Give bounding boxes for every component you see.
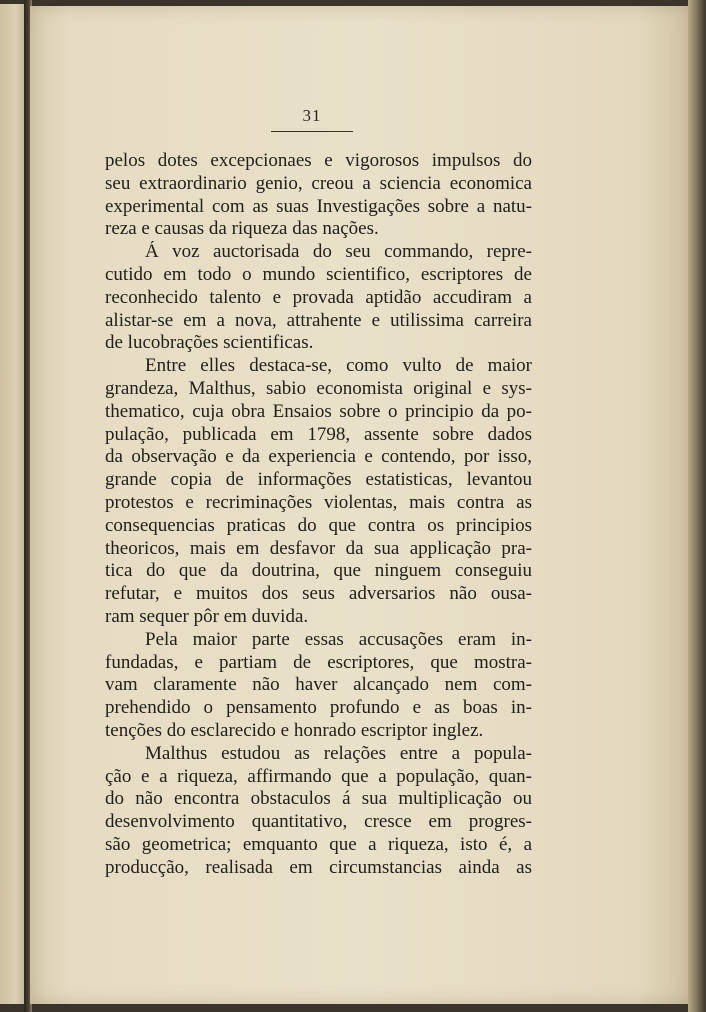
text-line: pulação, publicada em 1798, assente sobre dados: [105, 423, 532, 445]
text-line: tica do que da doutrina, que ninguem conseguiu: [105, 560, 532, 582]
text-line: consequencias praticas do que contra os principios: [105, 514, 532, 536]
text-line: reza e causas da riqueza das nações.: [105, 218, 379, 240]
text-line: Pela maior parte essas accusações eram in-: [145, 628, 532, 650]
text-line: pelos dotes excepcionaes e vigorosos impulsos do: [105, 150, 532, 171]
text-line: vam claramente não haver alcançado nem com-: [105, 674, 532, 696]
text-line: grande copia de informações estatisticas, levantou: [105, 469, 532, 491]
text-line: tenções do esclarecido e honrado escriptor inglez.: [105, 719, 484, 741]
right-page-edge: [688, 0, 706, 1012]
text-line: Entre elles destaca-se, como vulto de maior: [145, 355, 532, 377]
text-line: fundadas, e partiam de escriptores, que mostra-: [105, 651, 532, 673]
page-body-text: [105, 150, 532, 880]
text-line: desenvolvimento quantitativo, cresce em progres-: [105, 811, 532, 833]
text-line: thematico, cuja obra Ensaios sobre o principio da po-: [105, 400, 532, 422]
text-line: de lucobrações scientificas.: [105, 332, 314, 354]
text-line: grandeza, Malthus, sabio economista original e sys-: [105, 377, 532, 399]
text-line: da observação e da experiencia e contendo, por isso,: [105, 446, 532, 468]
page-number-rule: [271, 131, 353, 132]
text-line: reconhecido talento e provada aptidão accudiram a: [105, 286, 532, 308]
page-number: 31: [302, 106, 322, 125]
text-line: refutar, e muitos dos seus adversarios não ousa-: [105, 583, 532, 605]
text-line: cutido em todo o mundo scientifico, escriptores de: [105, 263, 532, 285]
text-line: ção e a riqueza, affirmando que a população, quan-: [105, 765, 532, 787]
text-line: são geometrica; emquanto que a riqueza, isto é, a: [105, 833, 532, 855]
text-line: theoricos, mais em desfavor da sua applicação pra-: [105, 537, 532, 559]
text-line: Á voz auctorisada do seu commando, repre-: [145, 241, 532, 263]
text-line: protestos e recriminações violentas, mais contra as: [105, 491, 532, 513]
text-line: seu extraordinario genio, creou a sciencia economica: [105, 172, 532, 194]
text-line: alistar-se em a nova, attrahente e utilissima carreira: [105, 309, 532, 331]
text-line: do não encontra obstaculos á sua multiplicação ou: [105, 788, 532, 810]
text-line: experimental com as suas Investigações sobre a natu-: [105, 195, 532, 217]
text-line: producção, realisada em circumstancias ainda as: [105, 856, 532, 878]
text-line: Malthus estudou as relações entre a popula-: [145, 742, 532, 764]
text-line: ram sequer pôr em duvida.: [105, 605, 309, 627]
text-line: prehendido o pensamento profundo e as boas in-: [105, 697, 532, 719]
